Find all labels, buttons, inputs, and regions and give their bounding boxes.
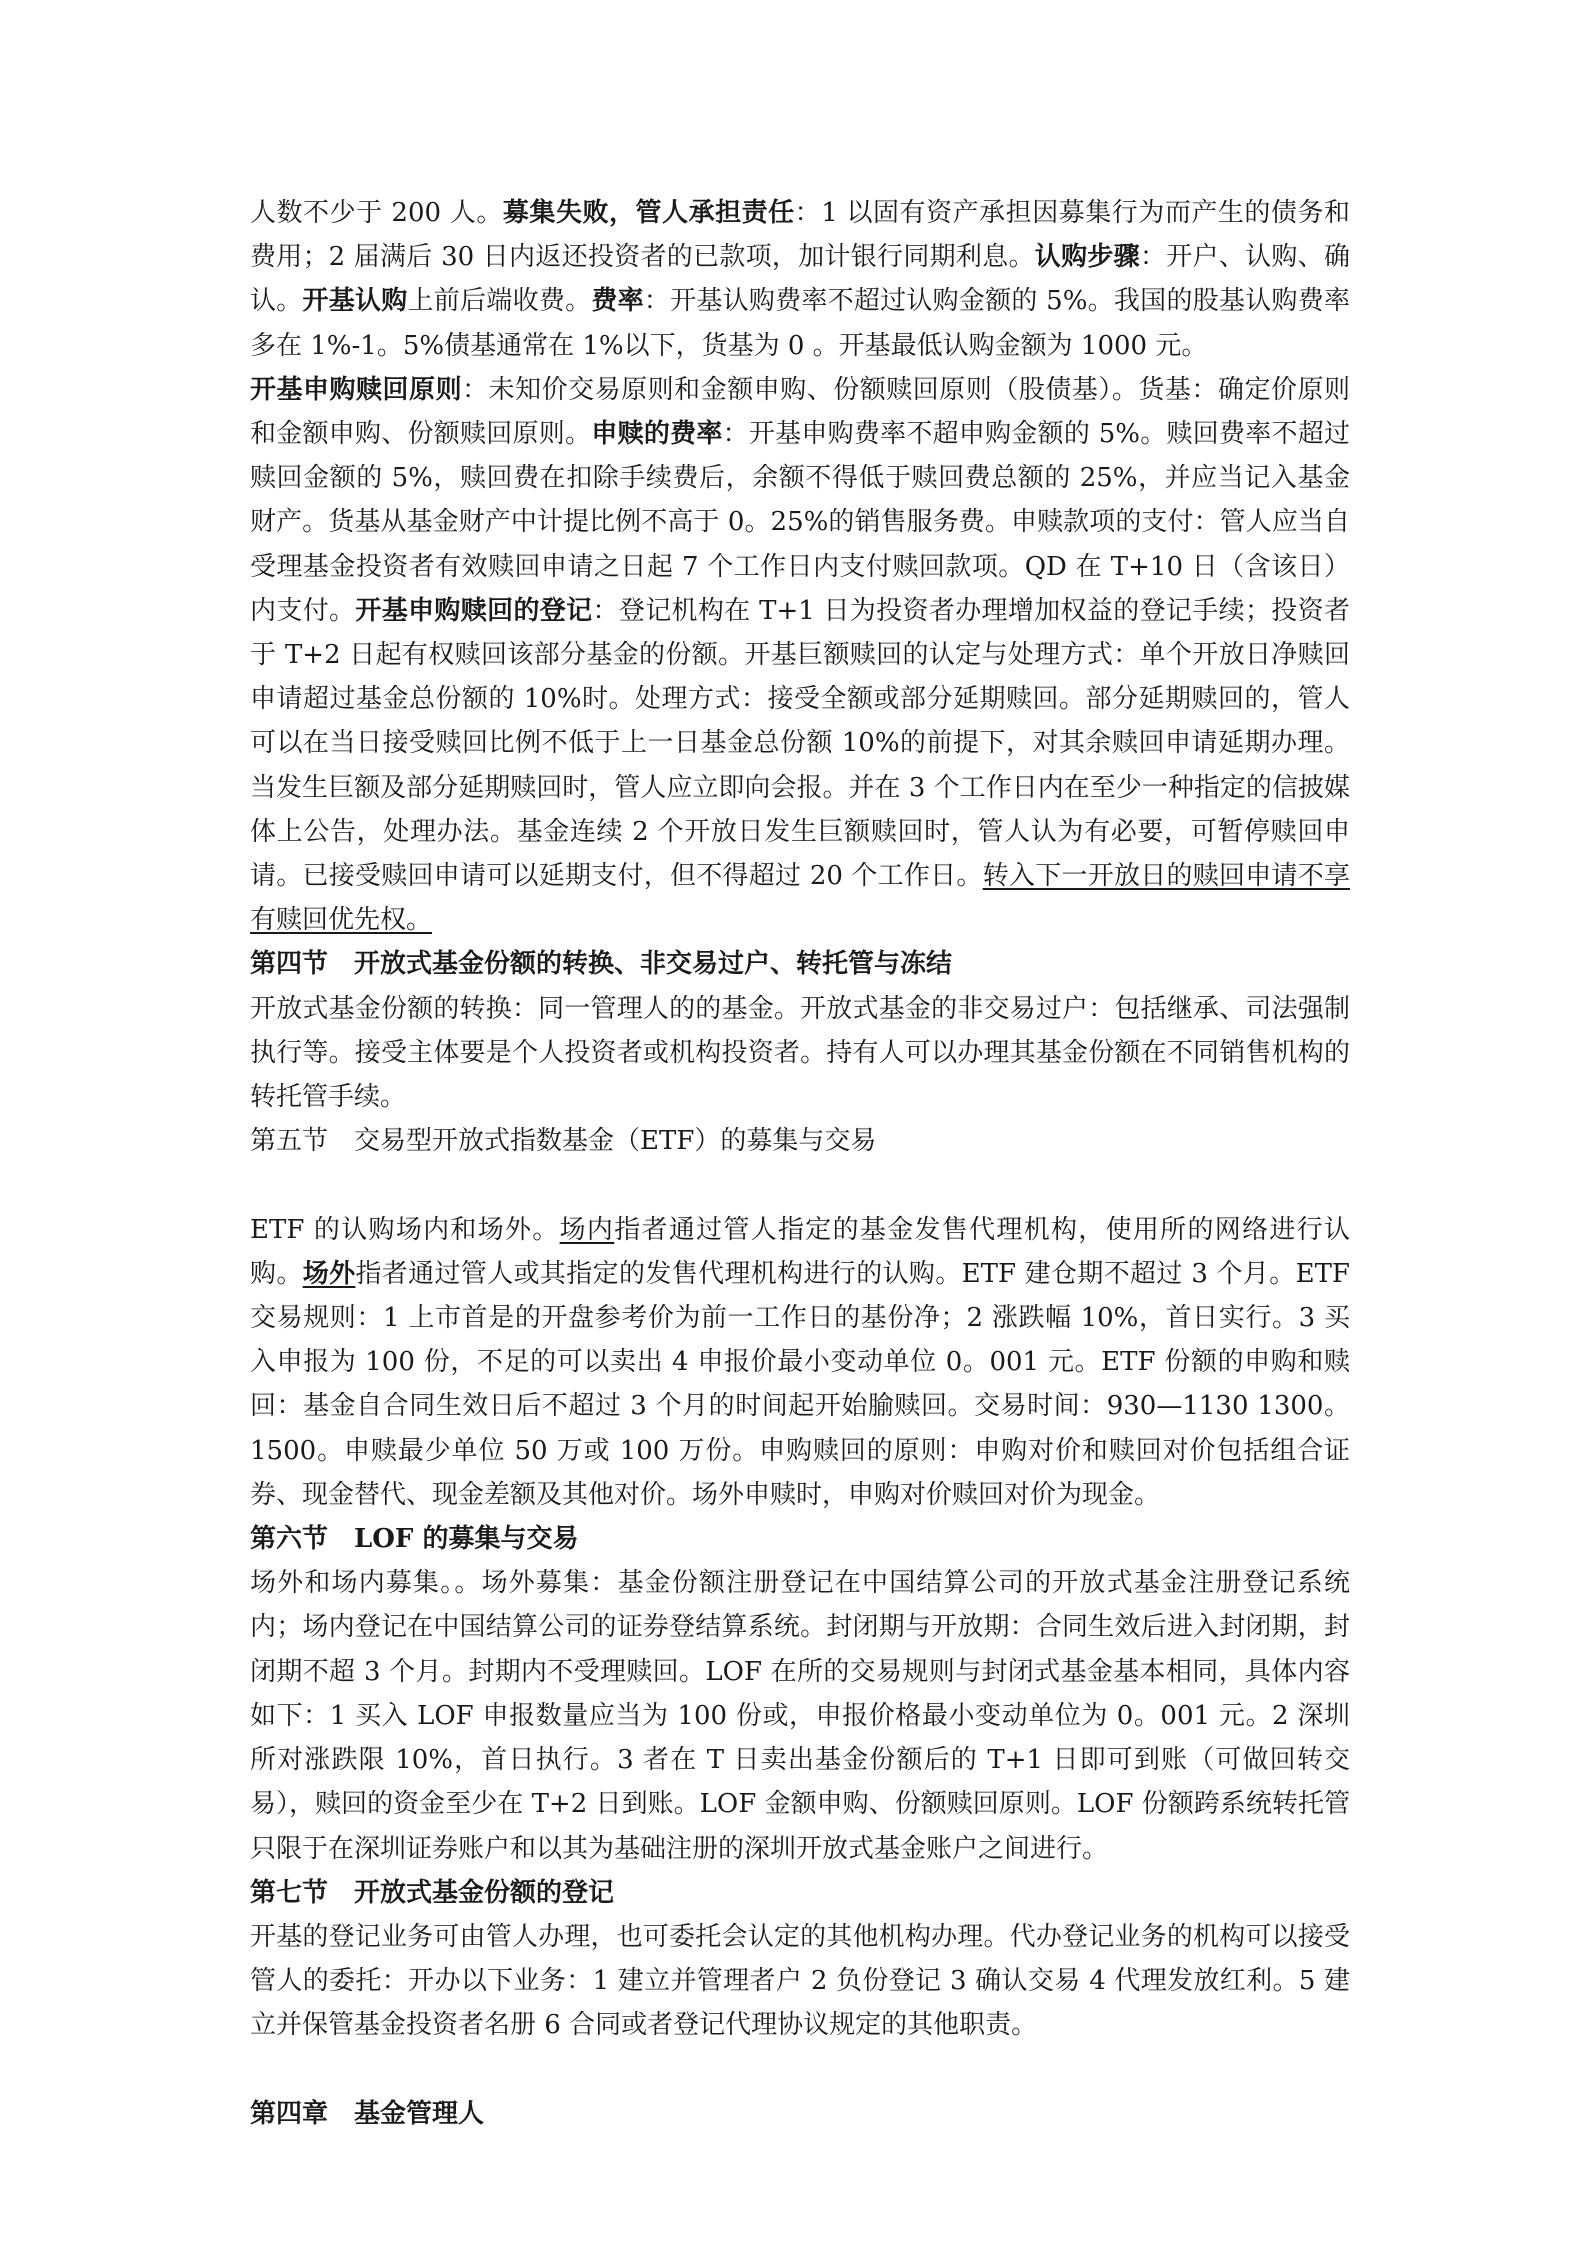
section-6-heading: 第六节 LOF 的募集与交易 (250, 1524, 579, 1555)
text-run: ：开户、认购、确认。 (250, 242, 1350, 317)
section-4-body: 开放式基金份额的转换：同一管理人的的基金。开放式基金的非交易过户：包括继承、司法强制执行等。接受主体要是个人投资者或机构投资者。持有人可以办理其基金份额在不同销售机构的转托管手续。 (250, 993, 1350, 1113)
bold-term: 开基申购赎回的登记 (355, 595, 593, 626)
text-run: ：开基申购费率不超申购金额的 5%。赎回费率不超过赎回金额的 5%，赎回费在扣除手续费后，余额不得低于赎回费总额的 25%，并应当记入基金财产。货基从基金财产中计提比例不高于 0。25%的销售服务费。申赎款项的支付：管人应当自受理基金投资者有效赎回申请之日起 7 个工作日内支付赎回款项。QD 在 T+10 日（含该日）内支付。 (250, 419, 1350, 626)
text-run: ：开基认购费率不超过认购金额的 5%。我国的股基认购费率多在 1%-1。5%债基通常在 1%以下，货基为 0 。开基最低认购金额为 1000 元。 (250, 286, 1350, 361)
section-4-heading: 第四节 开放式基金份额的转换、非交易过户、转托管与冻结 (250, 949, 953, 980)
bold-term: 费率 (591, 286, 644, 317)
section-5-heading: 第五节 交易型开放式指数基金（ETF）的募集与交易 (250, 1126, 877, 1157)
text-run: 指者通过管人或其指定的发售代理机构进行的认购。ETF 建仓期不超过 3 个月。ETF 交易规则：1 上市首是的开盘参考价为前一工作日的基份净；2 涨跌幅 10%，首日实行。3 买入申报为 100 份，不足的可以卖出 4 申报价最小变动单位 0。001 元。ETF 份额的申购和赎回：基金自合同生效日后不超过 3 个月的时间起开始腧赎回。交易时间：930—1130 1300。1500。申赎最少单位 50 万或 100 万份。申购赎回的原则：申购对价和赎回对价包括组合证券、现金替代、现金差额及其他对价。场外申赎时，申购对价赎回对价为现金。 (250, 1258, 1350, 1510)
chapter-4-heading: 第四章 基金管理人 (250, 2098, 485, 2129)
text-run: 上前后端收费。 (407, 286, 592, 317)
bold-term: 募集失败，管人承担责任 (502, 198, 795, 228)
text-run: ：未知价交易原则和金额申购、份额赎回原则（股债基）。货基：确定价原则和金额申购、份额赎回原则。 (250, 374, 1350, 450)
paragraph-purchase-redemption (250, 368, 1350, 943)
bold-term: 开基认购 (302, 286, 408, 317)
section-6-body: 场外和场内募集。。场外募集：基金份额注册登记在中国结算公司的开放式基金注册登记系统内；场内登记在中国结算公司的证券登结算系统。封闭期与开放期：合同生效后进入封闭期，封闭期不超 3 个月。封期内不受理赎回。LOF 在所的交易规则与封闭式基金基本相同，具体内容如下：1 买入 LOF 申报数量应当为 100 份或，申报价格最小变动单位为 0。001 元。2 深圳所对涨跌限 10%，首日执行。3 者在 T 日卖出基金份额后的 T+1 日即可到账（可做回转交易），赎回的资金至少在 T+2 日到账。LOF 金额申购、份额赎回原则。LOF 份额跨系统转托管只限于在深圳证券账户和以其为基础注册的深圳开放式基金账户之间进行。 (250, 1568, 1350, 1864)
section-7-body: 开基的登记业务可由管人办理，也可委托会认定的其他机构办理。代办登记业务的机构可以接受管人的委托：开办以下业务：1 建立并管理者户 2 负份登记 3 确认交易 4 代理发放红利。5 建立并保管基金投资者名册 6 合同或者登记代理协议规定的其他职责。 (250, 1921, 1350, 2041)
section-7-heading: 第七节 开放式基金份额的登记 (250, 1877, 615, 1908)
section-5-body (250, 1208, 1350, 1517)
underlined-text: 转入下一开放日的赎回申请不享有赎回优先权。 (250, 861, 1350, 936)
blank-line (250, 2048, 1350, 2092)
bold-term: 认购步骤 (1034, 242, 1140, 273)
document-body (250, 191, 1350, 2136)
underlined-term: 场外 (302, 1258, 356, 1289)
blank-line (250, 1163, 1350, 1207)
underlined-term: 场内 (559, 1214, 615, 1245)
text-run: 指者通过管人指定的基金发售代理机构，使用所的网络进行认购。 (250, 1214, 1350, 1289)
bold-term: 申赎的费率 (591, 419, 723, 450)
bold-term: 开基申购赎回原则 (250, 374, 463, 405)
text-run: ：1 以固有资产承担因募集行为而产生的债务和费用；2 届满后 30 日内返还投资者的已款项，加计银行同期利息。 (250, 198, 1350, 273)
text-run: 人数不少于 200 人。 (250, 198, 503, 228)
paragraph-fund-subscription (250, 191, 1350, 368)
text-run: ETF 的认购场内和场外。 (250, 1214, 560, 1245)
text-run: ：登记机构在 T+1 日为投资者办理增加权益的登记手续；投资者于 T+2 日起有权赎回该部分基金的份额。开基巨额赎回的认定与处理方式：单个开放日净赎回申请超过基金总份额的 10%时。处理方式：接受全额或部分延期赎回。部分延期赎回的，管人可以在当日接受赎回比例不低于上一日基金总份额 10%的前提下，对其余赎回申请延期办理。当发生巨额及部分延期赎回时，管人应立即向会报。并在 3 个工作日内在至少一种指定的信披媒体上公告，处理办法。基金连续 2 个开放日发生巨额赎回时，管人认为有必要，可暂停赎回申请。已接受赎回申请可以延期支付，但不得超过 20 个工作日。 (250, 595, 1350, 892)
